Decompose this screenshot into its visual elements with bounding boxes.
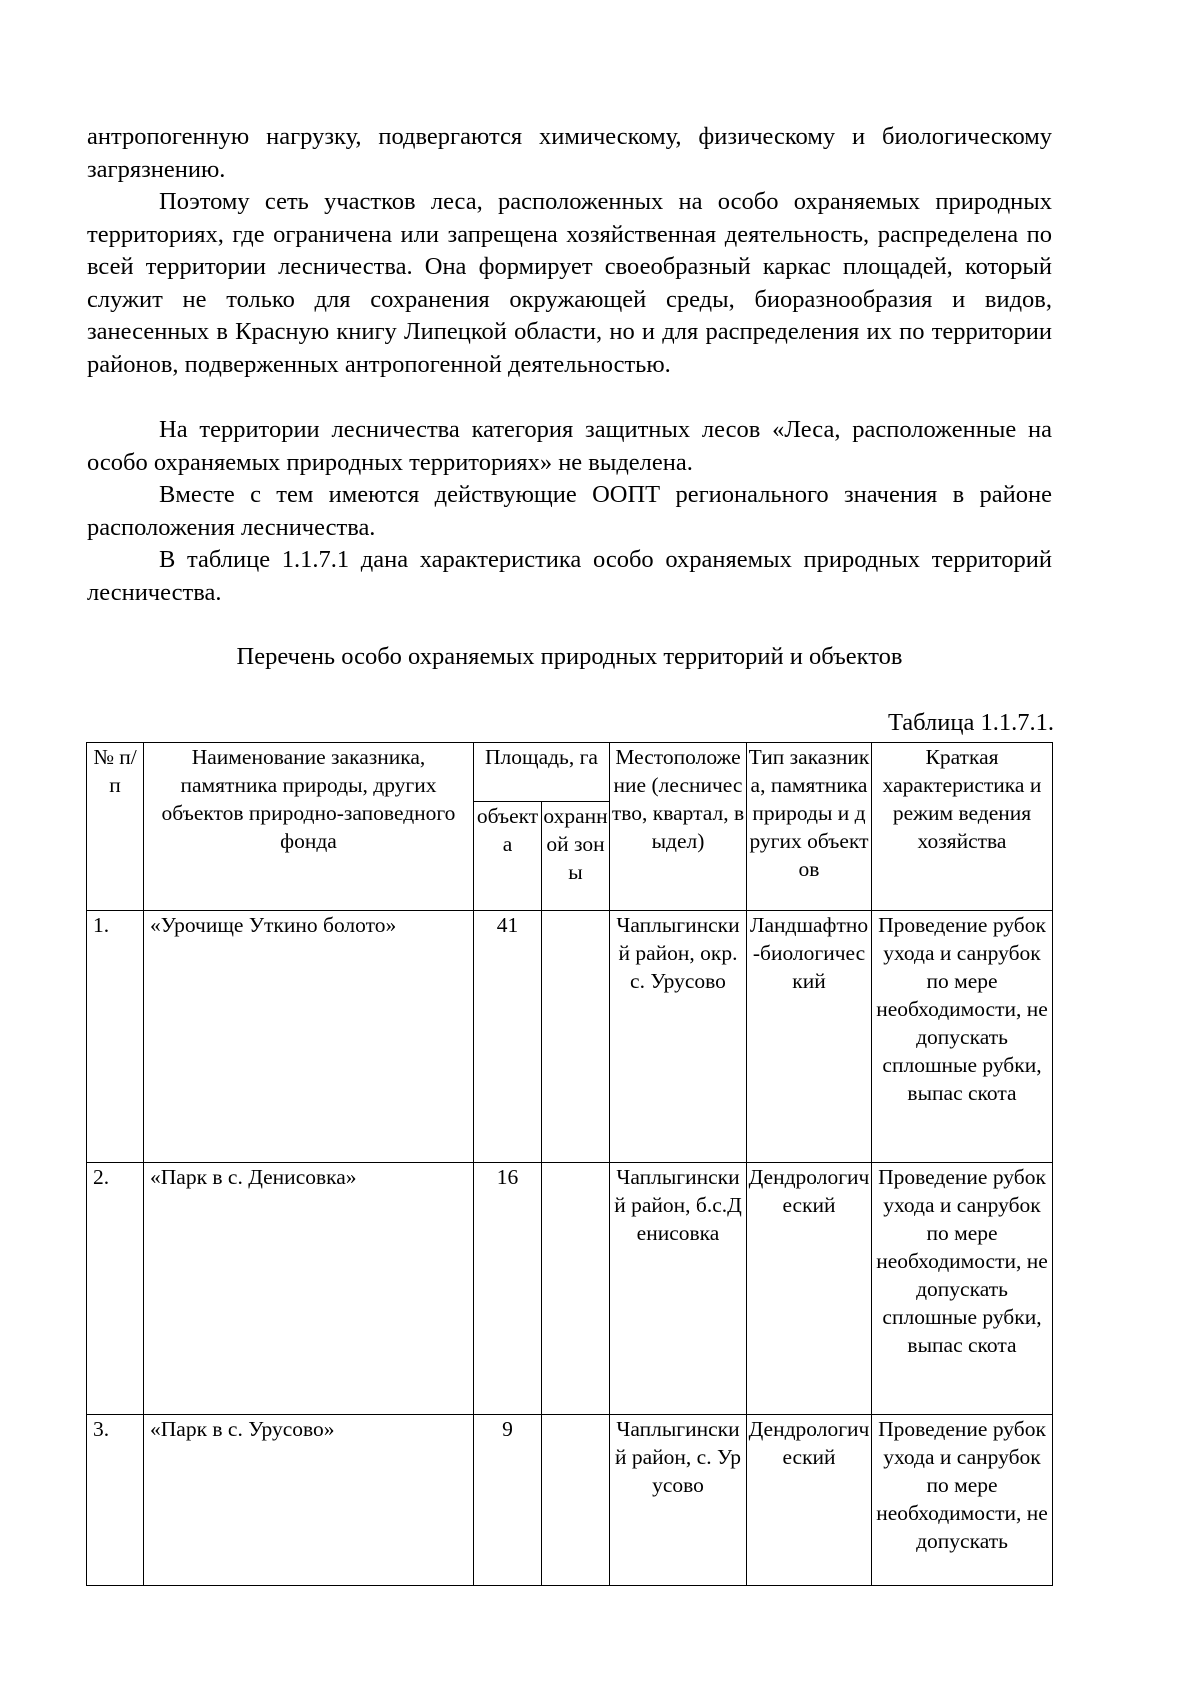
row-area-zone [542, 911, 610, 1163]
row-location: Чаплыгинский район, окр. с. Урусово [610, 911, 747, 1163]
paragraph-table-reference: В таблице 1.1.7.1 дана характеристика особо охраняемых природных территорий лесничества. [87, 546, 1052, 606]
paragraph-oopt-network: Поэтому сеть участков леса, расположенных на особо охраняемых природных территориях, где ограничена или запрещена хозяйственная деятельность, распределена по всей территории лесничества. Она формирует своеобразный каркас площадей, который служит не только для сохранения окружающей среды, биоразнообразия и видов, занесенных в Красную книгу Липецкой области, но и для распределения их по территории районов, подверженных антропогенной деятельностью. [87, 188, 1052, 378]
header-description: Краткая характеристика и режим ведения хозяйства [872, 743, 1053, 911]
row-num: 3. [87, 1415, 144, 1586]
oopt-table [86, 742, 1053, 1586]
table-row [87, 1163, 1053, 1415]
paragraph-regional-oopt: Вместе с тем имеются действующие ООПТ регионального значения в районе расположения лесничества. [87, 481, 1052, 541]
table-row [87, 911, 1053, 1163]
row-type: Дендрологический [747, 1415, 872, 1586]
row-description: Проведение рубок ухода и санрубок по мере необходимости, не допускать сплошные рубки, выпас скота [872, 1163, 1053, 1415]
row-name: «Урочище Уткино болото» [144, 911, 474, 1163]
row-description: Проведение рубок ухода и санрубок по мере необходимости, не допускать сплошные рубки, выпас скота [872, 911, 1053, 1163]
row-name: «Парк в с. Денисовка» [144, 1163, 474, 1415]
row-location: Чаплыгинский район, с. Урусово [610, 1415, 747, 1586]
row-area-zone [542, 1415, 610, 1586]
row-area-object: 16 [474, 1163, 542, 1415]
header-location: Местоположение (лесничество, квартал, выдел) [610, 743, 747, 911]
row-type: Дендрологический [747, 1163, 872, 1415]
row-num: 2. [87, 1163, 144, 1415]
row-type: Ландшафтно-биологический [747, 911, 872, 1163]
row-area-object: 41 [474, 911, 542, 1163]
header-name: Наименование заказника, памятника природы, других объектов природно-заповедного фонда [144, 743, 474, 911]
table-row [87, 1415, 1053, 1586]
table-number: Таблица 1.1.7.1. [887, 709, 1054, 736]
paragraph-protective-forests: На территории лесничества категория защитных лесов «Леса, расположенные на особо охраняемых природных территориях» не выделена. [87, 416, 1052, 476]
table-caption: Перечень особо охраняемых природных территорий и объектов [236, 643, 903, 670]
paragraph-continuation: антропогенную нагрузку, подвергаются химическому, физическому и биологическому загрязнению. [87, 123, 1052, 183]
row-area-object: 9 [474, 1415, 542, 1586]
header-type: Тип заказника, памятника природы и других объектов [747, 743, 872, 911]
header-area: Площадь, га [474, 743, 610, 802]
row-name: «Парк в с. Урусово» [144, 1415, 474, 1586]
row-num: 1. [87, 911, 144, 1163]
row-location: Чаплыгинский район, б.с.Денисовка [610, 1163, 747, 1415]
header-num: № п/п [87, 743, 144, 911]
header-area-zone: охранной зоны [542, 802, 610, 911]
header-area-object: объекта [474, 802, 542, 911]
row-area-zone [542, 1163, 610, 1415]
row-description: Проведение рубок ухода и санрубок по мере необходимости, не допускать [872, 1415, 1053, 1586]
